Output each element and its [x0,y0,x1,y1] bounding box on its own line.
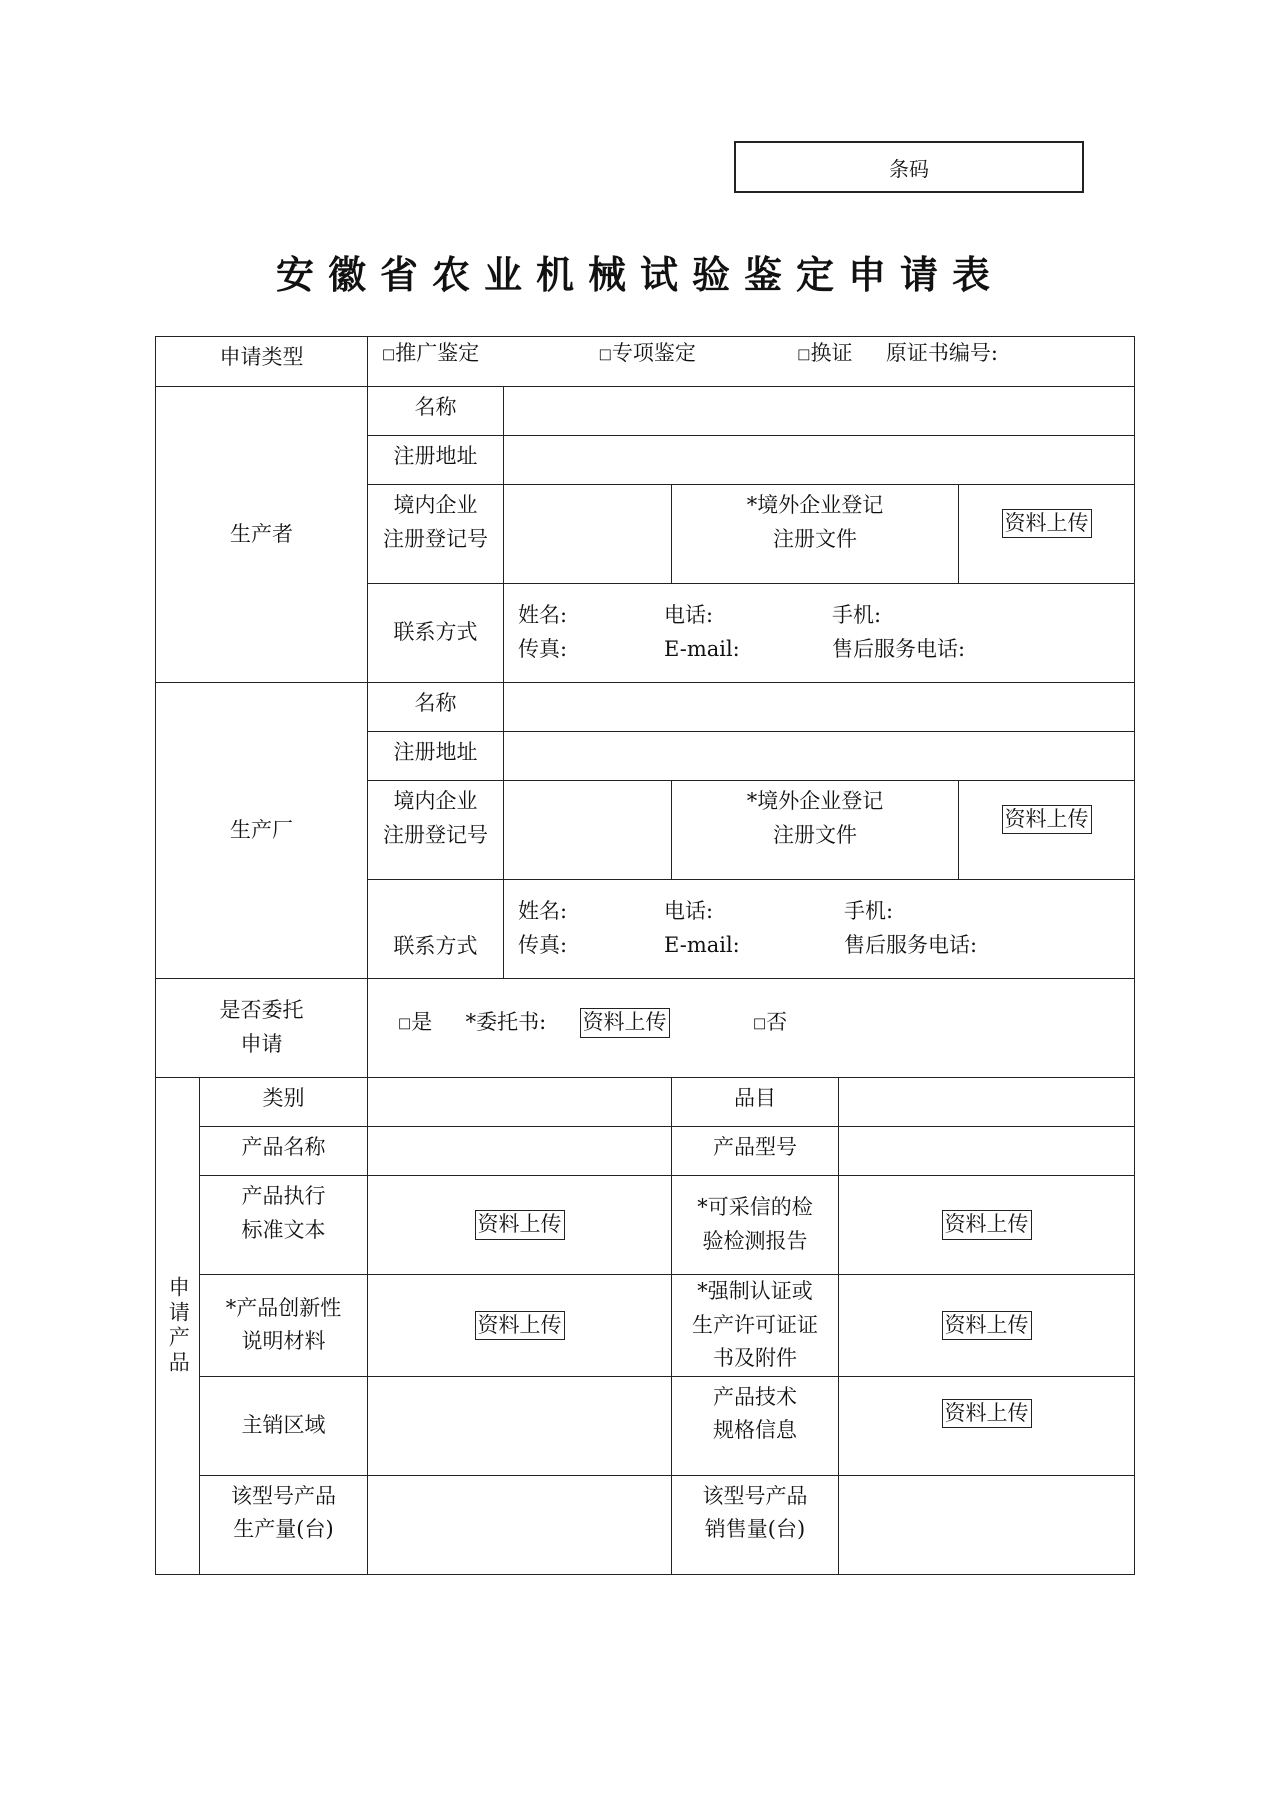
barcode-box [734,141,1084,193]
product-cert-upload-cell [839,1275,1135,1377]
product-name-label: 产品名称 [200,1127,368,1176]
label-line: 是否委托 [219,998,304,1023]
product-production-field[interactable] [368,1475,672,1574]
apply-type-label: 申请类型 [156,337,368,387]
upload-button[interactable]: 资料上传 [942,1311,1032,1340]
option-label: 是 [411,1010,433,1035]
apply-type-options [368,337,1135,387]
application-form [155,336,1135,1575]
checkbox-icon: □ [398,1015,412,1032]
producer-address-field[interactable] [504,436,1135,485]
checkbox-icon: □ [797,346,811,363]
label-line: 注册登记号 [383,822,488,847]
contact-fax-label: 传真: [518,933,568,957]
label-line: *强制认证或 [697,1279,813,1303]
producer-foreign-upload-cell [959,485,1135,584]
label-line: *境外企业登记 [746,789,884,813]
contact-phone-label: 电话: [664,899,714,924]
option-label: 推广鉴定 [395,341,480,365]
producer-name-field[interactable] [504,387,1135,436]
label-line: 规格信息 [713,1418,797,1443]
factory-address-field[interactable] [504,732,1135,781]
product-sales-field[interactable] [839,1475,1135,1574]
label-line: 该型号产品 [702,1483,808,1508]
product-item-label: 品目 [672,1078,839,1127]
producer-address-label: 注册地址 [368,436,504,485]
label-line: 该型号产品 [231,1483,336,1508]
option-label: 换证 [810,341,853,365]
entrust-option-yes[interactable] [398,1010,432,1034]
entrust-option-no[interactable] [753,1010,787,1034]
product-section-label: 申请产品 [156,1078,200,1575]
product-category-label: 类别 [200,1078,368,1127]
factory-name-field[interactable] [504,683,1135,732]
producer-domestic-field[interactable] [504,485,672,584]
factory-foreign-label [672,781,959,880]
product-category-field[interactable] [368,1078,672,1127]
product-item-field[interactable] [839,1078,1135,1127]
product-spec-upload-cell [839,1376,1135,1475]
product-innovation-label [200,1275,368,1377]
label-line: 验检测报告 [702,1229,808,1253]
checkbox-icon: □ [382,346,396,363]
label-line: 境内企业 [393,493,478,517]
contact-email-label: E-mail: [664,637,740,661]
label-line: 生产量(台) [233,1517,334,1542]
contact-fax-label: 传真: [518,637,568,661]
product-model-label: 产品型号 [672,1127,839,1176]
label-line: *产品创新性 [225,1295,342,1320]
producer-contact-label: 联系方式 [368,584,504,683]
label-line: 产品执行 [241,1184,326,1208]
option-label: 否 [766,1010,788,1035]
upload-button[interactable]: 资料上传 [942,1399,1032,1428]
factory-name-label: 名称 [368,683,504,732]
product-standard-upload-cell [368,1176,672,1275]
entrust-letter-label: *委托书: [465,1010,547,1035]
label-line: 说明材料 [241,1329,326,1354]
contact-email-label: E-mail: [664,933,740,957]
label-line: *可采信的检 [697,1195,813,1220]
product-region-field[interactable] [368,1376,672,1475]
option-label: 专项鉴定 [611,341,696,365]
factory-contact-fields [504,880,1135,979]
contact-name-label: 姓名: [518,603,568,628]
product-model-field[interactable] [839,1127,1135,1176]
upload-button[interactable]: 资料上传 [1002,805,1092,834]
contact-service-label: 售后服务电话: [844,933,978,957]
label-line: 标准文本 [241,1217,326,1242]
producer-label: 生产者 [156,387,368,683]
label-line: 境内企业 [393,789,478,813]
upload-button[interactable]: 资料上传 [942,1210,1032,1239]
contact-mobile-label: 手机: [844,899,894,924]
entrust-options [368,979,1135,1078]
checkbox-icon: □ [752,1015,767,1032]
factory-foreign-upload-cell [959,781,1135,880]
product-spec-label [672,1376,839,1475]
apply-type-option-special[interactable] [599,341,696,365]
upload-button[interactable]: 资料上传 [580,1008,670,1037]
label-line: 销售量(台) [704,1517,806,1542]
factory-domestic-field[interactable] [504,781,672,880]
label-line: 注册登记号 [383,526,488,551]
contact-name-label: 姓名: [518,899,568,924]
producer-name-label: 名称 [368,387,504,436]
factory-domestic-label [368,781,504,880]
barcode-label: 条码 [889,156,929,181]
upload-button[interactable]: 资料上传 [475,1210,565,1239]
product-report-upload-cell [839,1176,1135,1275]
upload-button[interactable]: 资料上传 [1002,509,1092,538]
producer-foreign-label [672,485,959,584]
apply-type-option-promotion[interactable] [382,341,479,365]
apply-type-option-renew[interactable] [797,341,852,365]
entrust-label [156,979,368,1078]
label-line: 产品技术 [713,1384,797,1409]
factory-label: 生产厂 [156,683,368,979]
product-standard-label [200,1176,368,1275]
product-report-label [672,1176,839,1275]
contact-service-label: 售后服务电话: [832,637,966,661]
contact-phone-label: 电话: [664,603,714,628]
producer-domestic-label [368,485,504,584]
product-production-label [200,1475,368,1574]
page-title: 安徽省农业机械试验鉴定申请表 [275,252,1004,297]
upload-button[interactable]: 资料上传 [475,1311,565,1340]
label-line: 书及附件 [713,1346,797,1371]
product-name-field[interactable] [368,1127,672,1176]
factory-address-label: 注册地址 [368,732,504,781]
label-line: 生产许可证证 [692,1312,818,1337]
product-sales-label [672,1475,839,1574]
product-cert-label [672,1275,839,1377]
label-line: 申请 [240,1032,283,1056]
label-line: *境外企业登记 [746,493,884,517]
contact-mobile-label: 手机: [832,603,882,628]
label-line: 注册文件 [773,822,857,847]
checkbox-icon: □ [598,346,612,363]
product-region-label: 主销区域 [200,1376,368,1475]
producer-contact-fields [504,584,1135,683]
apply-type-row [156,337,1135,387]
product-innovation-upload-cell [368,1275,672,1377]
factory-contact-label: 联系方式 [368,880,504,979]
original-cert-no-label: 原证书编号: [885,341,998,365]
label-line: 注册文件 [773,526,857,551]
